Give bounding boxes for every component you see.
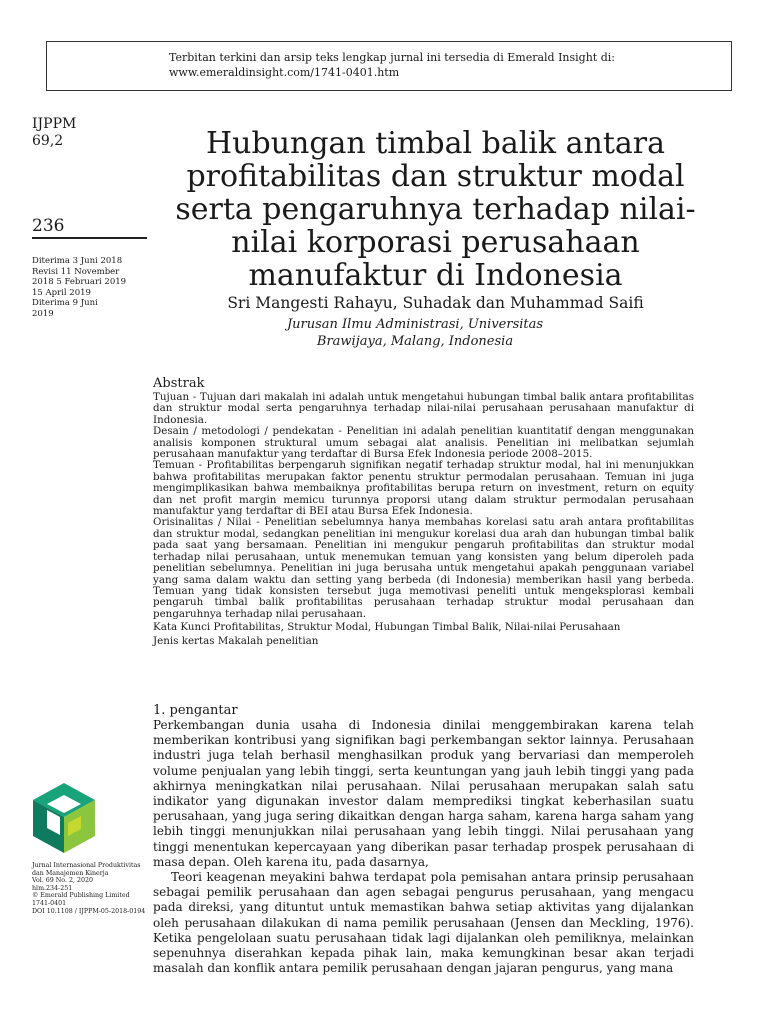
section-body: [153, 718, 694, 976]
article-title: Hubungan timbal balik antara profitabilitas dan struktur modal serta pengaruhnya terhadap nilai-nilai korporasi perusahaan manufaktur di Indonesia: [175, 126, 696, 293]
footer-line: hlm.234-251: [32, 884, 73, 892]
date-line: Diterima 9 Juni: [32, 298, 98, 308]
date-line: Revisi 11 November: [32, 266, 120, 277]
author-affiliation: Jurusan Ilmu Administrasi, Universitas Brawijaya, Malang, Indonesia: [286, 317, 544, 349]
abstract-heading: Abstrak: [153, 376, 205, 391]
footer-line: Vol. 69 No. 2, 2020: [32, 877, 94, 885]
abstract-purpose: Tujuan - Tujuan dari makalah ini adalah untuk mengetahui hubungan timbal balik antara profitabilitas dan struktur modal serta pengaruhnya terhadap nilai-nilai perusahaan perusahaan manufaktur di Indonesia.: [153, 391, 694, 426]
abstract-paper-type: Jenis kertas Makalah penelitian: [153, 634, 319, 647]
footer-line: © Emerald Publishing Limited: [32, 892, 130, 900]
journal-footer-info: [32, 862, 147, 915]
footer-line: dan Manajemen Kinerja: [32, 869, 109, 877]
abstract-design: Desain / metodologi / pendekatan - Penelitian ini adalah penelitian kuantitatif dengan menggunakan analisis komponen struktural umum sebagai alat analisis. Penelitian ini melibatkan sejumlah perusahaan manufaktur yang terdaftar di Bursa Efek Indonesia periode 2008–2015.: [153, 425, 694, 461]
notice-line-1: Terbitan terkini dan arsip teks lengkap jurnal ini tersedia di Emerald Insight di:: [169, 51, 615, 64]
date-line: 2018 5 Februari 2019: [32, 277, 127, 287]
footer-line: 1741-0401: [32, 899, 67, 907]
date-line: 15 April 2019: [32, 287, 91, 298]
page-rule: [32, 237, 147, 239]
sidebar: [32, 116, 147, 319]
abstract-body: [153, 392, 694, 647]
received-dates: [32, 256, 142, 319]
footer-line: Jurnal Internasional Produktivitas: [32, 862, 141, 869]
page-number: 236: [32, 216, 65, 236]
body-paragraph: Perkembangan dunia usaha di Indonesia dinilai menggembirakan karena telah memberikan kontribusi yang signifikan bagi perkembangan sektor lainnya. Perusahaan industri juga telah berhasil menghasilkan produk yang bervariasi dan memperoleh volume penjualan yang lebih tinggi, serta keuntungan yang jauh lebih tinggi yang pada akhirnya meningkatkan nilai perusahaan. Nilai perusahaan merupakan salah satu indikator yang digunakan investor dalam memprediksi tingkat keberhasilan suatu perusahaan, yang juga sering dikaitkan dengan harga saham, karena harga saham yang lebih tinggi menunjukkan nilai perusahaan yang lebih tinggi. Nilai perusahaan yang tinggi menentukan kepercayaan yang diberikan pasar terhadap prospek perusahaan di masa depan. Oleh karena itu, pada dasarnya,: [153, 718, 694, 869]
journal-code: IJPPM: [32, 116, 77, 132]
availability-notice: [46, 41, 732, 91]
section-heading: 1. pengantar: [153, 703, 238, 718]
abstract-findings: Temuan - Profitabilitas berpengaruh signifikan negatif terhadap struktur modal, hal ini menunjukkan bahwa profitabilitas merupakan faktor penentu struktur permodalan perusahaan. Temuan ini juga mengimplikasikan bahwa membaiknya profitabilitas berupa return on investment, return on equity dan net profit margin memicu turunnya proporsi utang dalam struktur permodalan perusahaan manufaktur yang terdaftar di BEI atau Bursa Efek Indonesia.: [153, 459, 694, 518]
abstract-originality: Orisinalitas / Nilai - Penelitian sebelumnya hanya membahas korelasi satu arah antara profitabilitas dan struktur modal, sedangkan penelitian ini mengukur korelasi dua arah dan hubungan timbal balik pada saat yang bersamaan. Penelitian ini mengukur pengaruh profitabilitas dan struktur modal terhadap nilai perusahaan, untuk menemukan temuan yang konsisten yang belum diperoleh pada penelitian sebelumnya. Penelitian ini juga berusaha untuk mengetahui apakah penggunaan variabel yang sama dalam waktu dan setting yang berbeda (di Indonesia) memberikan hasil yang berbeda. Temuan yang tidak konsisten tersebut juga memotivasi peneliti untuk mengeksplorasi kembali pengaruh timbal balik profitabilitas perusahaan terhadap struktur modal perusahaan dan pengaruhnya terhadap nilai perusahaan.: [153, 516, 694, 620]
date-line: Diterima 3 Juni 2018: [32, 256, 123, 266]
body-paragraph: Teori keagenan meyakini bahwa terdapat pola pemisahan antara prinsip perusahaan sebagai pemilik perusahaan dan agen sebagai pengurus perusahaan, yang mengacu pada direksi, yang dituntut untuk memastikan bahwa setiap aktivitas yang dijalankan oleh perusahaan dilakukan di nama pemilik perusahaan (Jensen dan Meckling, 1976). Ketika pengelolaan suatu perusahaan tidak lagi dijalankan oleh pemiliknya, melainkan sepenuhnya diserahkan kepada pihak lain, maka kemungkinan besar akan terjadi masalah dan konflik antara pemilik perusahaan dengan jajaran pengurus, yang mana: [153, 870, 694, 976]
emerald-logo-icon: [33, 783, 95, 853]
date-line: 2019: [32, 308, 54, 319]
notice-url[interactable]: www.emeraldinsight.com/1741-0401.htm: [169, 66, 400, 79]
emerald-logo: [33, 783, 95, 857]
footer-line: DOI 10.1108 / IJPPM-05-2018-0194: [32, 907, 146, 915]
abstract-keywords: Kata Kunci Profitabilitas, Struktur Modal, Hubungan Timbal Balik, Nilai-nilai Perusahaan: [153, 621, 621, 634]
article-authors: Sri Mangesti Rahayu, Suhadak dan Muhammad Saifi: [227, 294, 644, 312]
journal-volume: 69,2: [32, 133, 64, 149]
